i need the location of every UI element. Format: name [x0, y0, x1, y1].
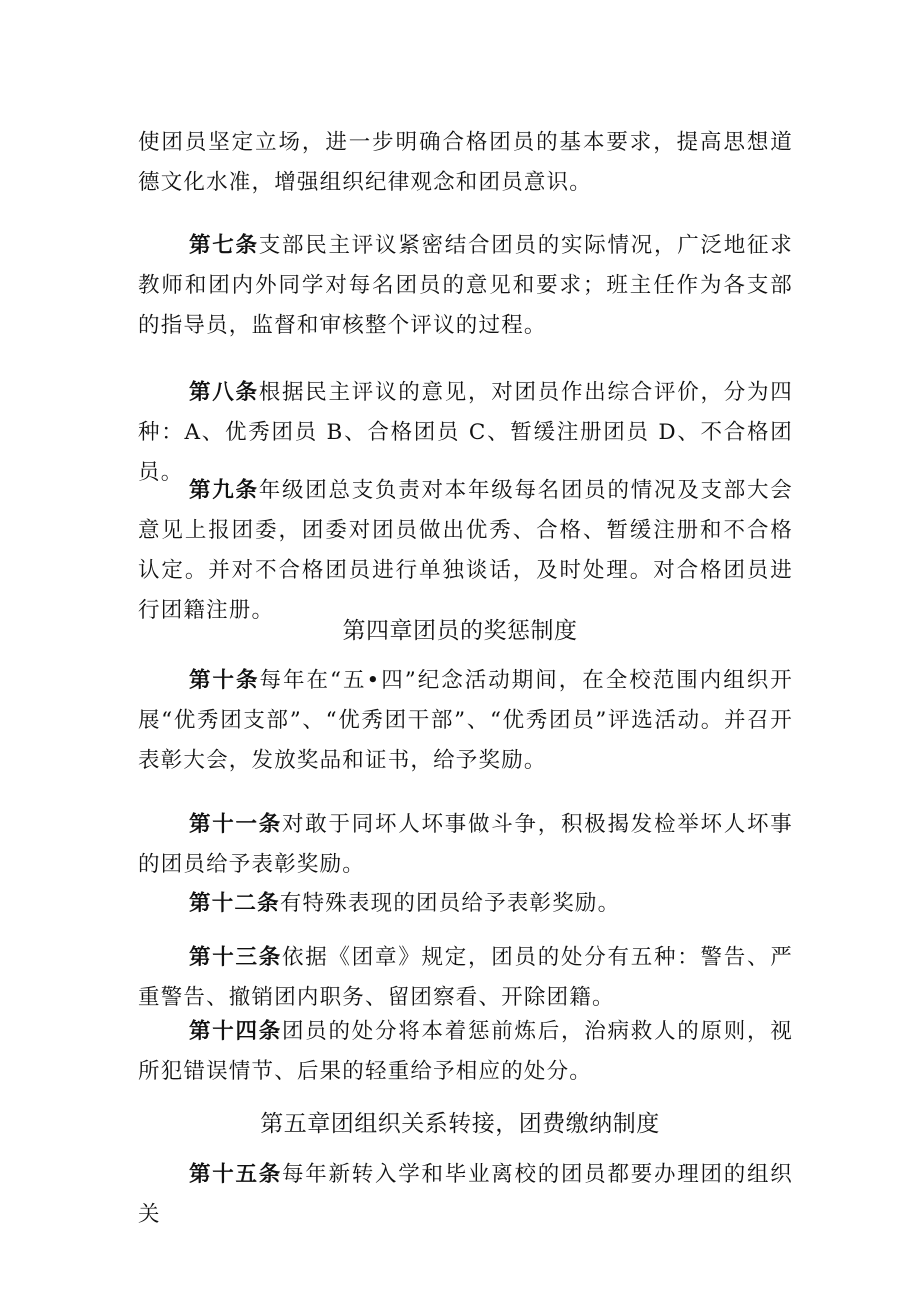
paragraph-text: 使团员坚定立场，进一步明确合格团员的基本要求，提高思想道德文化水准，增强组织纪律观念和团员意识。	[138, 130, 793, 195]
article-9	[138, 471, 793, 631]
article-number: 第十五条	[189, 1162, 283, 1187]
article-text: 支部民主评议紧密结合团员的实际情况，广泛地征求教师和团内外同学对每名团员的意见和要求；班主任作为各支部的指导员，监督和审核整个评议的过程。	[138, 233, 793, 338]
paragraph-continued	[138, 123, 793, 203]
article-text: 根据民主评议的意见，对团员作出综合评价，分为四种：A、优秀团员 B、合格团员 C、暂缓注册团员 D、不合格团员。	[138, 380, 793, 485]
article-10	[138, 661, 793, 781]
article-number: 第十四条	[189, 1019, 283, 1044]
article-text: 团员的处分将本着惩前炼后，治病救人的原则，视所犯错误情节、后果的轻重给予相应的处分。	[138, 1019, 793, 1084]
article-13	[138, 938, 793, 1018]
article-number: 第十一条	[189, 812, 283, 837]
chapter-5-heading: 第五章团组织关系转接，团费缴纳制度	[260, 1111, 660, 1137]
article-number: 第八条	[189, 380, 259, 405]
article-7	[138, 226, 793, 346]
article-text: 对敢于同坏人坏事做斗争，积极揭发检举坏人坏事的团员给予表彰奖励。	[138, 812, 793, 877]
article-text: 有特殊表现的团员给予表彰奖励。	[279, 891, 621, 916]
article-11	[138, 805, 793, 885]
article-number: 第十二条	[189, 891, 280, 916]
article-text: 每年新转入学和毕业离校的团员都要办理团的组织关	[138, 1162, 793, 1227]
chapter-4-heading: 第四章团员的奖惩制度	[342, 618, 578, 644]
article-text: 每年在“五•四”纪念活动期间，在全校范围内组织开展“优秀团支部”、“优秀团干部”、“优秀团员”评选活动。并召开表彰大会，发放奖品和证书，给予奖励。	[138, 668, 793, 773]
article-14	[138, 1012, 793, 1092]
article-text: 依据《团章》规定，团员的处分有五种：警告、严重警告、撤销团内职务、留团察看、开除团籍。	[138, 945, 793, 1010]
article-15	[138, 1155, 793, 1235]
article-number: 第七条	[189, 233, 259, 258]
article-text: 年级团总支负责对本年级每名团员的情况及支部大会意见上报团委，团委对团员做出优秀、合格、暂缓注册和不合格认定。并对不合格团员进行单独谈话，及时处理。对合格团员进行团籍注册。	[138, 478, 793, 623]
article-number: 第十三条	[189, 945, 283, 970]
article-12	[138, 884, 793, 924]
article-number: 第九条	[189, 478, 259, 503]
article-number: 第十条	[189, 668, 260, 693]
